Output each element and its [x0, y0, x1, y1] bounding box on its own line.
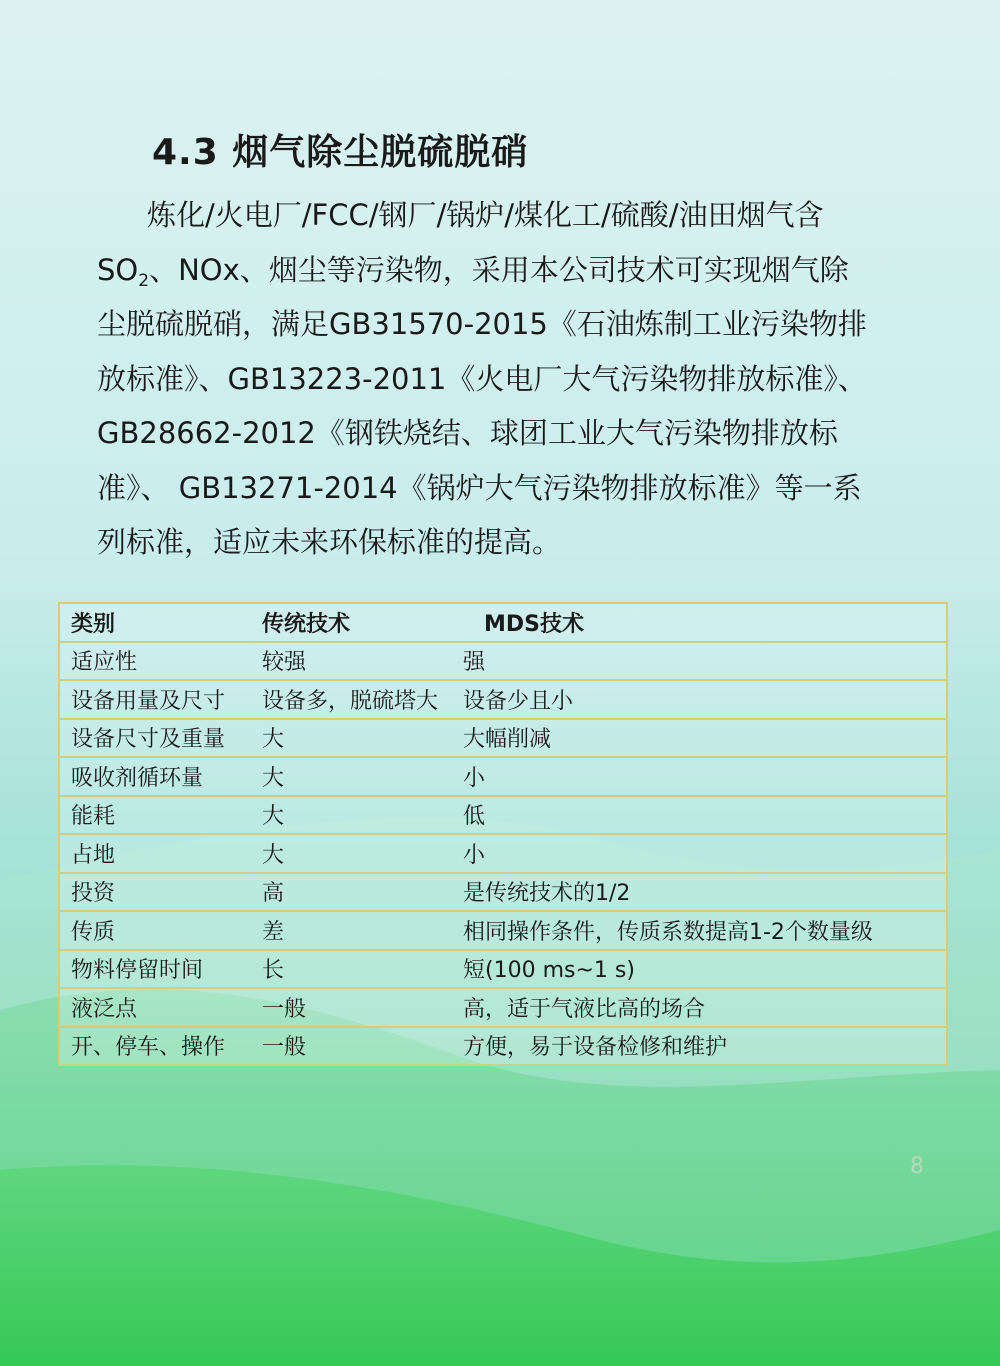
cell-traditional: 高 [251, 873, 452, 912]
body-line: 放标准》、GB13223-2011《火电厂大气污染物排放标准》、 [97, 361, 867, 396]
cell-traditional: 设备多，脱硫塔大 [251, 680, 452, 719]
cell-mds: 短(100 ms~1 s) [452, 950, 947, 989]
cell-mds: 大幅削减 [452, 719, 947, 758]
cell-traditional: 大 [251, 796, 452, 835]
cell-traditional: 一般 [251, 1027, 452, 1066]
cell-mds: 低 [452, 796, 947, 835]
cell-category: 液泛点 [59, 988, 251, 1027]
table-row [59, 988, 947, 1027]
body-paragraph [97, 188, 927, 570]
table-row [59, 719, 947, 758]
cell-category: 投资 [59, 873, 251, 912]
table-row [59, 642, 947, 681]
cell-mds: 设备少且小 [452, 680, 947, 719]
so2-subscript: 2 [138, 270, 150, 291]
cell-mds: 方便，易于设备检修和维护 [452, 1027, 947, 1066]
cell-traditional: 一般 [251, 988, 452, 1027]
cell-category: 开、停车、操作 [59, 1027, 251, 1066]
cell-mds: 强 [452, 642, 947, 681]
body-line: 炼化/火电厂/FCC/钢厂/锅炉/煤化工/硫酸/油田烟气含 [147, 198, 824, 232]
table-row [59, 834, 947, 873]
body-line: 准》、 GB13271-2014《锅炉大气污染物排放标准》等一系 [97, 470, 862, 505]
comparison-table [58, 602, 948, 1066]
header-traditional: 传统技术 [251, 603, 452, 642]
header-category: 类别 [59, 603, 251, 642]
table-row [59, 757, 947, 796]
cell-traditional: 长 [251, 950, 452, 989]
cell-category: 传质 [59, 911, 251, 950]
body-line [97, 243, 927, 298]
body-line: 列标准，适应未来环保标准的提高。 [97, 525, 562, 559]
cell-traditional: 大 [251, 757, 452, 796]
cell-category: 适应性 [59, 642, 251, 681]
cell-mds: 小 [452, 757, 947, 796]
page-number: 8 [910, 1154, 924, 1179]
cell-mds: 小 [452, 834, 947, 873]
table-row [59, 873, 947, 912]
cell-category: 设备尺寸及重量 [59, 719, 251, 758]
cell-traditional: 大 [251, 834, 452, 873]
cell-category: 设备用量及尺寸 [59, 680, 251, 719]
body-line: 尘脱硫脱硝，满足GB31570-2015《石油炼制工业污染物排 [97, 307, 867, 341]
header-mds: MDS技术 [452, 603, 947, 642]
cell-mds: 是传统技术的1/2 [452, 873, 947, 912]
cell-mds: 高，适于气液比高的场合 [452, 988, 947, 1027]
table-row [59, 680, 947, 719]
cell-traditional: 差 [251, 911, 452, 950]
cell-traditional: 较强 [251, 642, 452, 681]
section-title: 4.3 烟气除尘脱硫脱硝 [152, 132, 529, 173]
table-row [59, 950, 947, 989]
cell-category: 吸收剂循环量 [59, 757, 251, 796]
so2-text: SO [97, 252, 139, 287]
body-line: GB28662-2012《钢铁烧结、球团工业大气污染物排放标 [97, 416, 838, 450]
cell-category: 占地 [59, 834, 251, 873]
table-header-row [59, 603, 947, 642]
table-row [59, 911, 947, 950]
table-row [59, 1027, 947, 1066]
cell-traditional: 大 [251, 719, 452, 758]
body-line-rest: 、NOx、烟尘等污染物，采用本公司技术可实现烟气除 [149, 252, 849, 287]
table-row [59, 796, 947, 835]
cell-category: 能耗 [59, 796, 251, 835]
cell-mds: 相同操作条件，传质系数提高1-2个数量级 [452, 911, 947, 950]
cell-category: 物料停留时间 [59, 950, 251, 989]
